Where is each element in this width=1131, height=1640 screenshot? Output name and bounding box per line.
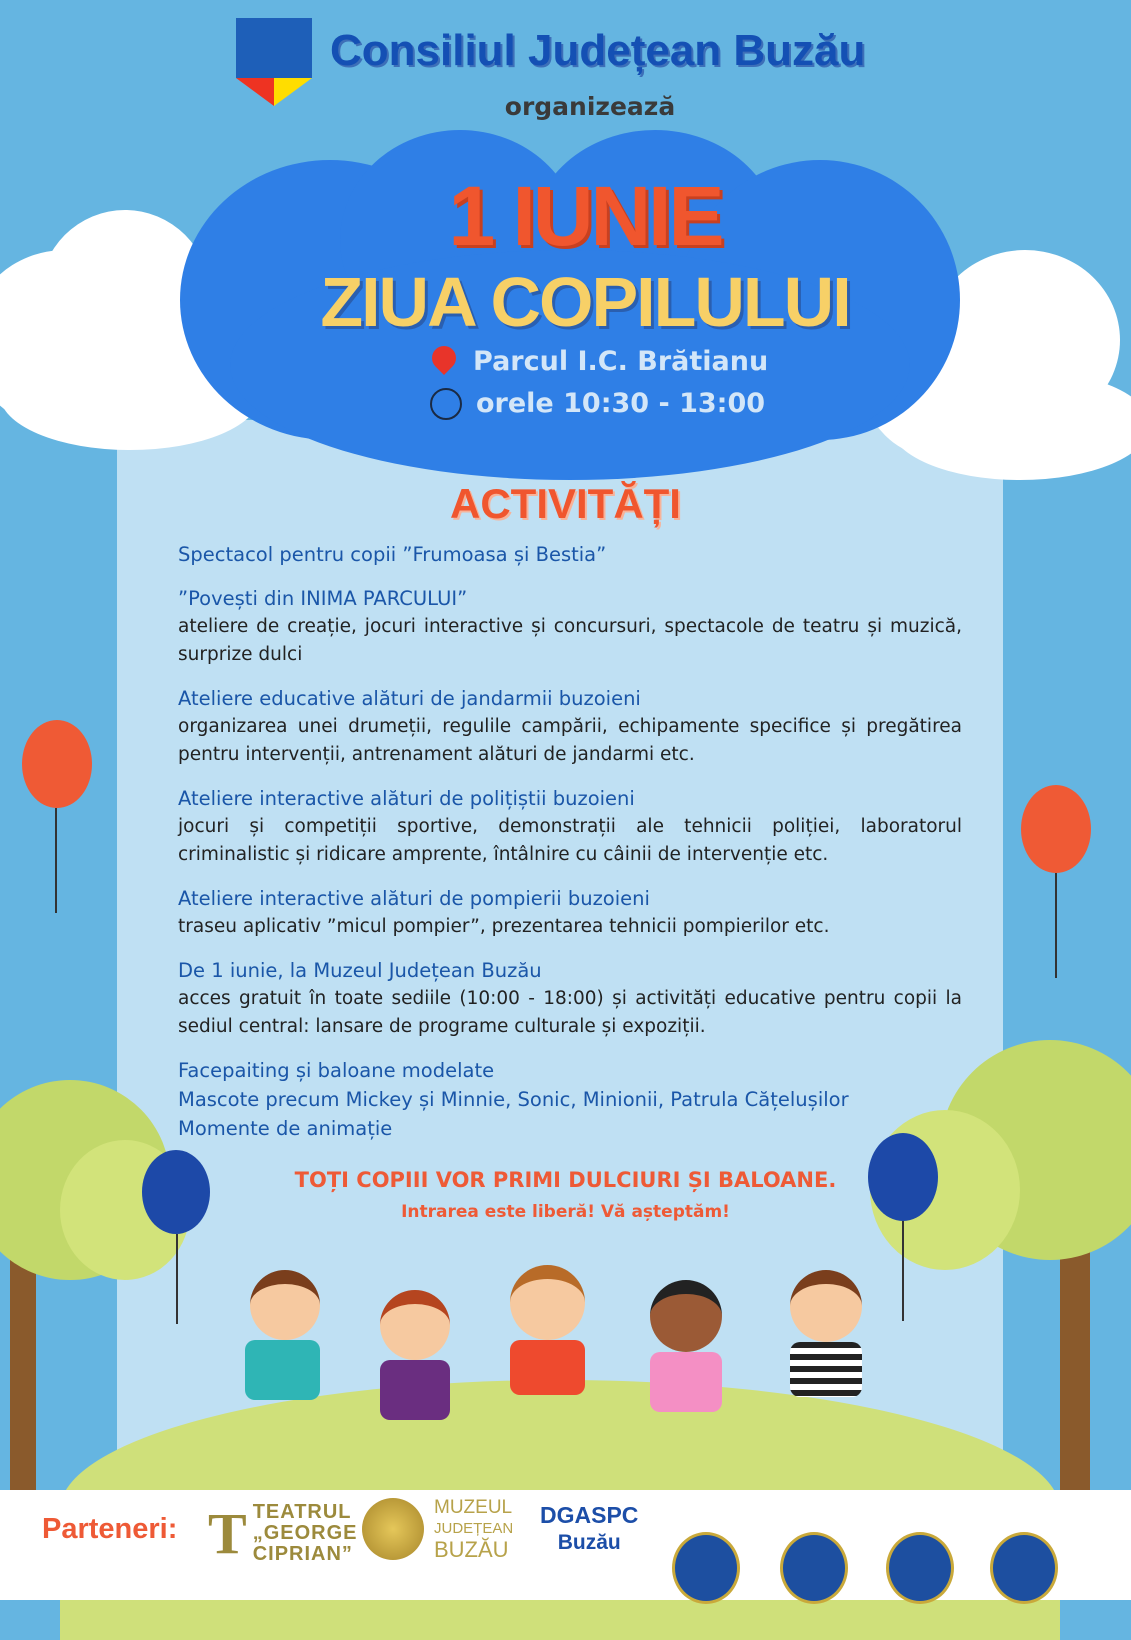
extra-activity: Mascote precum Mickey și Minnie, Sonic, Minionii, Patrula Cățelușilor	[178, 1088, 849, 1111]
politie-seal-icon	[780, 1532, 848, 1604]
activity-item	[178, 884, 962, 941]
justice-seal-icon	[990, 1532, 1058, 1604]
muzeu-logo	[362, 1497, 513, 1560]
extra-activity: Facepaiting și baloane modelate	[178, 1059, 495, 1082]
activity-description: jocuri și competiții sportive, demonstrații ale tehnicii poliției, laboratorul criminalistic și ridicare amprente, întâlnire cu câinii de intervenție etc.	[178, 816, 962, 865]
activity-description: organizarea unei drumeții, regulile campării, echipamente specifice și pregătirea pentru intervenții, antrenament alături de jandarmi etc.	[178, 716, 962, 765]
activity-heading: Spectacol pentru copii ”Frumoasa și Bestia”	[178, 543, 607, 566]
organizer-title: Consiliul Județean Buzău	[330, 26, 866, 75]
activity-heading: ”Povești din INIMA PARCULUI”	[178, 587, 468, 610]
clock-icon	[430, 388, 462, 420]
activity-description: acces gratuit în toate sediile (10:00 - 18:00) și activități educative pentru copii la sediul central: lansare de programe culturale și expoziții.	[178, 988, 962, 1037]
activity-description: ateliere de creație, jocuri interactive și concursuri, spectacole de teatru și muzică, surprize dulci	[178, 616, 962, 665]
activity-item	[178, 684, 962, 769]
event-time: orele 10:30 - 13:00	[476, 388, 766, 419]
partner-name-line: TEATRUL	[252, 1501, 352, 1523]
activity-heading: De 1 iunie, la Muzeul Județean Buzău	[178, 959, 542, 982]
activity-heading: Ateliere interactive alături de polițiștii buzoieni	[178, 787, 635, 810]
activity-item	[178, 784, 962, 869]
event-location: Parcul I.C. Brătianu	[473, 346, 769, 377]
partners-label: Parteneri:	[42, 1513, 178, 1545]
partner-name-line: MUZEUL	[434, 1497, 513, 1518]
partner-name-line: BUZĂU	[434, 1537, 509, 1562]
partner-name-line: Buzău	[557, 1531, 621, 1554]
partner-name-line: „GEORGE	[252, 1522, 358, 1544]
partner-name-line: CIPRIAN”	[252, 1543, 353, 1565]
extra-activity: Momente de animație	[178, 1117, 393, 1140]
teatru-logo: T TEATRUL „GEORGE CIPRIAN”	[208, 1501, 358, 1566]
extra-activities	[178, 1056, 962, 1143]
partner-name-line: JUDEȚEAN	[434, 1520, 514, 1537]
closing-invitation: Intrarea este liberă! Vă așteptăm!	[401, 1202, 730, 1222]
partner-name-line: DGASPC	[540, 1502, 639, 1528]
closing-announcement: TOȚI COPIII VOR PRIMI DULCIURI ȘI BALOANE.	[294, 1168, 837, 1192]
dgaspc-logo	[540, 1502, 638, 1555]
activity-heading: Ateliere interactive alături de pompierii buzoieni	[178, 887, 650, 910]
event-date: 1 IUNIE	[448, 169, 722, 263]
activity-item	[178, 956, 962, 1041]
activity-heading: Ateliere educative alături de jandarmii buzoieni	[178, 687, 641, 710]
activities-list	[178, 540, 962, 1158]
event-title: ZIUA COPILULUI	[320, 263, 850, 341]
jandarmerie-seal-icon	[672, 1532, 740, 1604]
activities-title: ACTIVITĂȚI	[450, 480, 681, 527]
activity-item	[178, 584, 962, 669]
activity-item	[178, 540, 962, 569]
organizer-subtitle: organizează	[504, 92, 676, 121]
activity-description: traseu aplicativ ”micul pompier”, prezentarea tehnicii pompierilor etc.	[178, 916, 830, 937]
isu-seal-icon	[886, 1532, 954, 1604]
